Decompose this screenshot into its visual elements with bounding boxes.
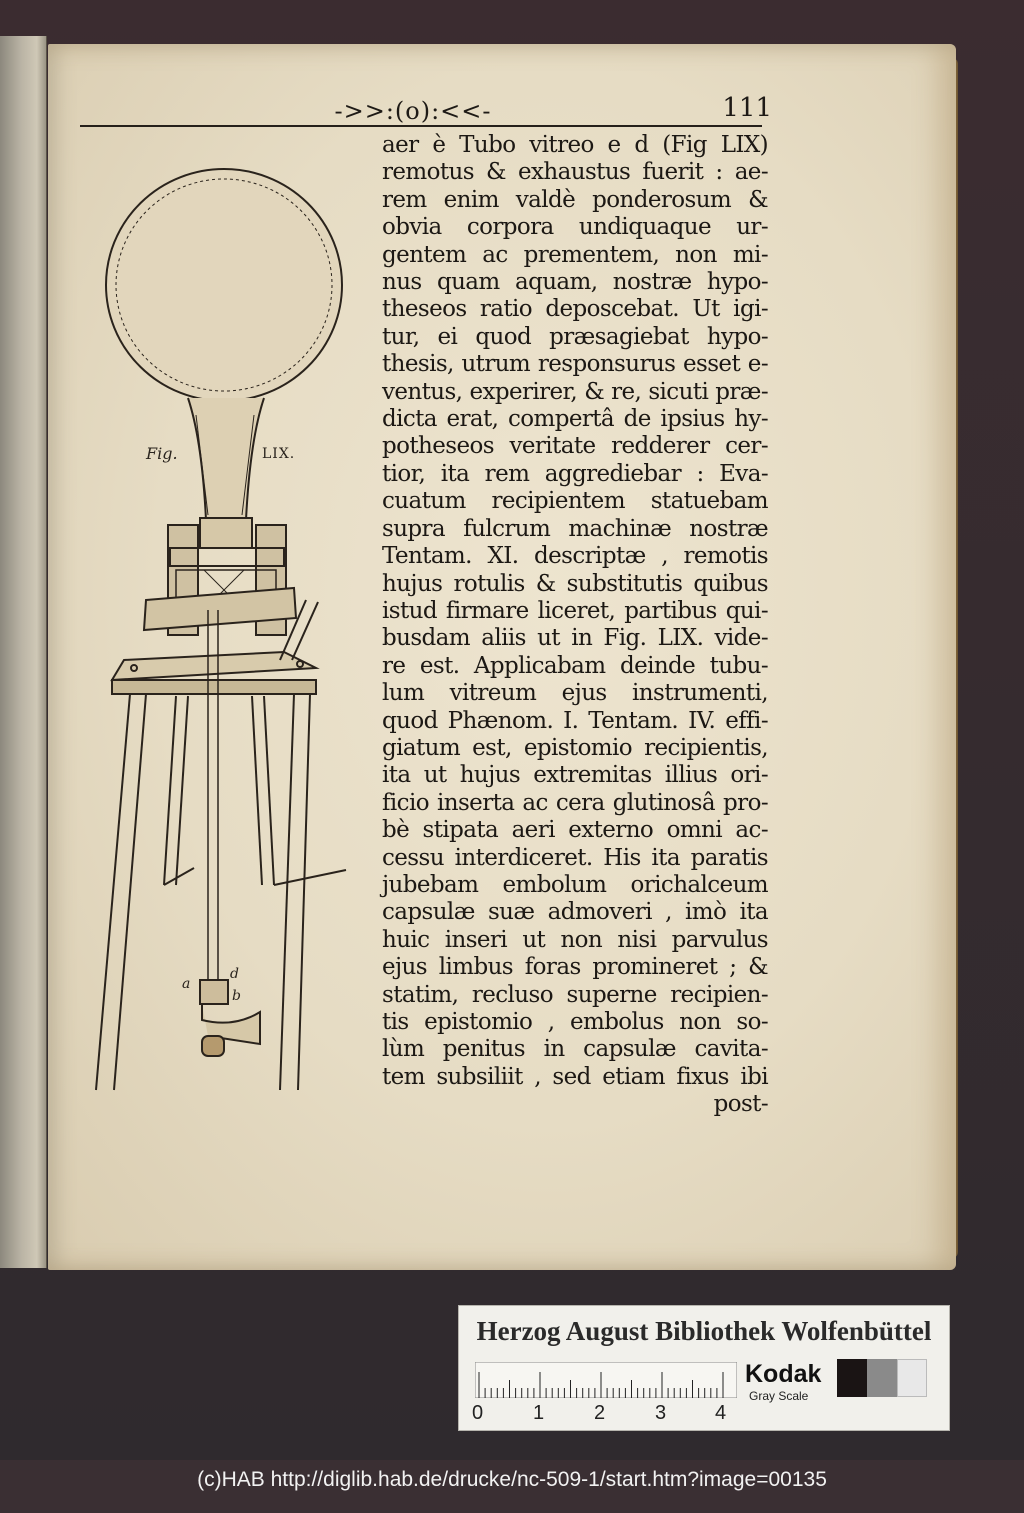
ruler-number-2: 2 <box>594 1402 606 1424</box>
text-line: istud firmare liceret, partibus qui- <box>382 597 768 624</box>
text-line: potheseos veritate redderer cer- <box>382 433 768 460</box>
text-line: gentem ac prementem, non mi- <box>382 241 768 268</box>
figure-label: Fig. <box>146 444 178 463</box>
text-line: statim, recluso superne recipien- <box>382 981 768 1008</box>
ruler-ticks <box>475 1362 737 1398</box>
text-line: ejus limbus foras promineret ; & <box>382 954 768 981</box>
header-rule <box>80 125 762 127</box>
ruler-number-3: 3 <box>655 1402 667 1424</box>
text-line: busdam aliis ut in Fig. LIX. vide- <box>382 625 768 652</box>
text-line: rem enim valdè ponderosum & <box>382 186 768 213</box>
text-line: ficio inserta ac cera glutinosâ pro- <box>382 789 768 816</box>
text-line: Tentam. XI. descriptæ , remotis <box>382 543 768 570</box>
text-line: tis epistomio , embolus non so- <box>382 1009 768 1035</box>
gray-scale-label: Gray Scale <box>749 1389 809 1403</box>
text-line: capsulæ suæ admoveri , imò ita <box>382 899 768 926</box>
gray-patch-mid <box>867 1359 897 1397</box>
text-line: re est. Applicabam deinde tubu- <box>382 652 768 679</box>
page-number: 111 <box>722 93 772 123</box>
text-line: hujus rotulis & substitutis quibus <box>382 570 768 597</box>
facing-page-edge <box>0 36 47 1268</box>
engraving-figure <box>84 140 380 1120</box>
ruler-number-4: 4 <box>715 1402 727 1424</box>
text-line: ita ut hujus extremitas illius ori- <box>382 762 768 789</box>
text-line: ventus, experirer, & re, sicuti præ- <box>382 378 768 405</box>
ruler <box>475 1362 737 1398</box>
text-line: theseos ratio deposcebat. Ut igi- <box>382 296 768 323</box>
text-line: lum vitreum ejus instrumenti, <box>382 680 768 707</box>
text-line: nus quam aquam, nostræ hypo- <box>382 269 768 296</box>
library-name: Herzog August Bibliothek Wolfenbüttel <box>476 1316 932 1346</box>
figure-letter-a: a <box>182 976 191 992</box>
text-line: cessu interdiceret. His ita paratis <box>382 844 768 871</box>
color-target-card <box>458 1305 950 1431</box>
figure-number: LIX. <box>262 446 296 462</box>
text-line: thesis, utrum responsurus esset e- <box>382 351 768 378</box>
text-line: dicta erat, compertâ de ipsius hy- <box>382 406 768 433</box>
ruler-number-1: 1 <box>533 1402 545 1424</box>
kodak-logo: Kodak <box>745 1360 822 1388</box>
body-text <box>382 132 768 1119</box>
text-line: huic inseri ut non nisi parvulus <box>382 926 768 953</box>
header-ornament: ->>:(o):<<- <box>334 97 492 125</box>
footer-url: (c)HAB http://diglib.hab.de/drucke/nc-509-1/start.htm?image=00135 <box>197 1468 827 1491</box>
text-line: jubebam embolum orichalceum <box>382 871 768 898</box>
text-line: tur, ei quod præsagiebat hypo- <box>382 323 768 350</box>
gray-patch-black <box>837 1359 867 1397</box>
ruler-number-0: 0 <box>472 1402 484 1424</box>
figure-letter-d: d <box>230 966 239 982</box>
text-line: quod Phænom. I. Tentam. IV. effi- <box>382 707 768 734</box>
text-line: supra fulcrum machinæ nostræ <box>382 515 768 542</box>
text-line: tior, ita rem aggrediebar : Eva- <box>382 460 768 487</box>
text-line: obvia corpora undiquaque ur- <box>382 214 768 241</box>
text-line: aer è Tubo vitreo e d (Fig LIX) <box>382 132 768 158</box>
figure-letter-b: b <box>232 988 241 1004</box>
text-line: giatum est, epistomio recipientis, <box>382 734 768 761</box>
text-line: bè stipata aeri externo omni ac- <box>382 817 768 844</box>
gray-patch-white <box>897 1359 927 1397</box>
text-line: remotus & exhaustus fuerit : ae- <box>382 159 768 186</box>
text-line: tem subsiliit , sed etiam fixus ibi <box>382 1063 768 1090</box>
text-line: post- <box>713 1091 768 1118</box>
text-line: lùm penitus in capsulæ cavita- <box>382 1036 768 1063</box>
text-line: cuatum recipientem statuebam <box>382 488 768 515</box>
